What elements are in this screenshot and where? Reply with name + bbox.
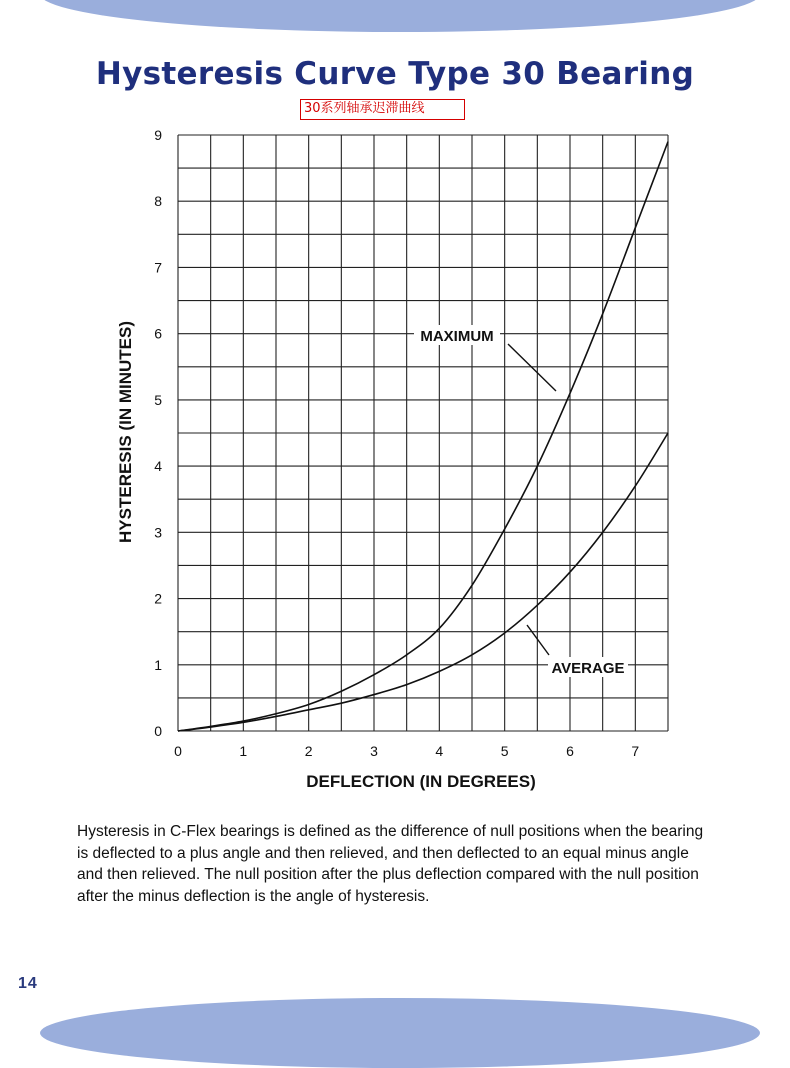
x-tick-label: 7	[631, 743, 640, 759]
bottom-decorative-band	[40, 998, 760, 1068]
chart-grid	[178, 135, 668, 731]
maximum-leader-line	[508, 344, 556, 391]
y-tick-label: 4	[154, 458, 162, 475]
x-tick-label: 0	[174, 743, 182, 759]
y-tick-label: 0	[154, 723, 162, 739]
y-tick-label: 1	[154, 656, 162, 673]
series-line-maximum	[178, 142, 668, 731]
y-tick-label: 9	[154, 127, 162, 143]
x-tick-label: 2	[304, 743, 313, 759]
y-tick-label: 8	[154, 193, 162, 210]
maximum-series-label: MAXIMUM	[420, 328, 494, 345]
x-tick-label: 3	[370, 743, 378, 759]
x-tick-label: 6	[566, 743, 574, 759]
x-tick-label: 4	[435, 743, 444, 759]
x-tick-label: 5	[500, 743, 509, 759]
chart-series	[178, 142, 668, 731]
page-number: 14	[18, 975, 38, 992]
page-title: Hysteresis Curve Type 30 Bearing	[95, 56, 695, 92]
y-tick-label: 5	[154, 391, 162, 408]
chart-annotations	[414, 325, 628, 677]
x-axis-label: DEFLECTION (IN DEGREES)	[306, 772, 536, 791]
y-tick-label: 7	[154, 259, 162, 276]
series-line-average	[178, 433, 668, 731]
y-tick-label: 3	[154, 524, 162, 541]
y-tick-label: 6	[154, 325, 162, 342]
y-tick-label: 2	[154, 590, 162, 607]
y-axis-label: HYSTERESIS (IN MINUTES)	[116, 321, 135, 543]
x-tick-label: 1	[239, 743, 248, 759]
average-leader-line	[527, 625, 549, 655]
description-paragraph: Hysteresis in C-Flex bearings is defined as the difference of null positions when the bearing is deflected to a plus angle and then relieved, and then deflected to an equal minus angle and then relieved. The null position after the plus deflection compared with the null position after the minus deflection is the angle of hysteresis.	[77, 823, 704, 905]
average-series-label: AVERAGE	[551, 660, 625, 677]
chinese-subtitle: 30系列轴承迟滞曲线	[300, 99, 465, 120]
